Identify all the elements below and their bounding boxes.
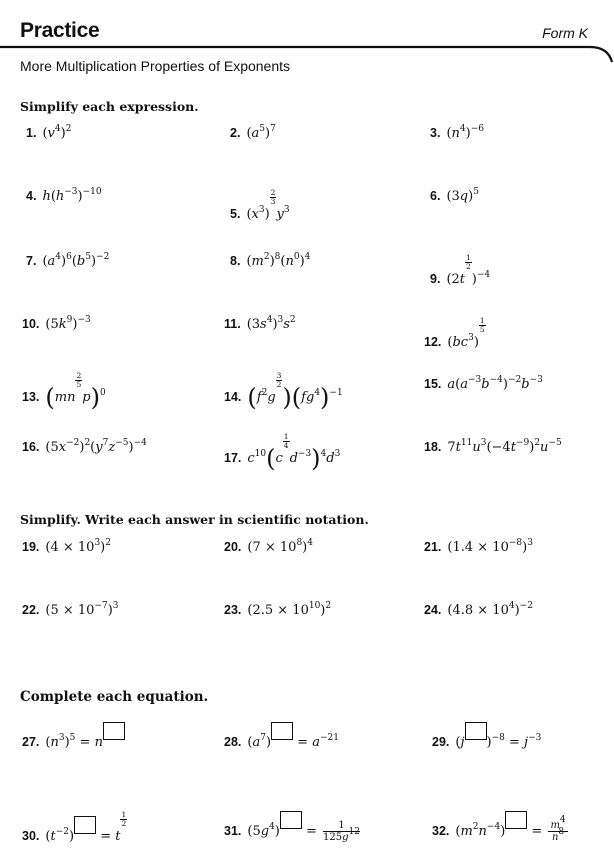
- section-simplify: Simplify each expression.: [20, 99, 199, 114]
- problem-10: 10. $(5k^9)^{-3}$: [22, 315, 91, 332]
- page-title: Practice: [20, 19, 100, 42]
- problem-2: 2. $(a^5)^7$: [230, 124, 276, 141]
- problem-13: 13. (mn $\frac{2}{5}$ p)$^0$: [22, 371, 106, 412]
- problem-11: 11. $(3s^4)^3s^2$: [224, 315, 296, 332]
- problem-29: 29. (j )$^{-8} = j^{-3}$: [432, 722, 541, 750]
- answer-box[interactable]: [280, 811, 302, 829]
- problem-12: 12. $(bc^3)$ $\frac{1}{5}$: [424, 316, 485, 350]
- problem-3: 3. $(n^4)^{-6}$: [430, 124, 484, 141]
- problem-18: 18. $7t^{11}u^3(-4t^{-9})^2u^{-5}$: [424, 438, 562, 455]
- problem-24: 24. $(4.8 \times 10^4)^{-2}$: [424, 601, 533, 618]
- problem-6: 6. $(3q)^5$: [430, 187, 479, 204]
- answer-box[interactable]: [74, 816, 96, 834]
- problem-16: 16. $(5x^{-2})^2(y^7z^{-5})^{-4}$: [22, 438, 147, 455]
- section-scientific: Simplify. Write each answer in scientific notation.: [20, 512, 369, 527]
- problem-32: 32. $(m^2n^{-4})$ = $\frac{m^4}{n^8}$: [432, 811, 570, 843]
- problem-14: 14. ($f^2g$ $\frac{3}{2}$ )$(fg^4)^{-1}$: [224, 371, 343, 412]
- problem-23: 23. $(2.5 \times 10^{10})^2$: [224, 601, 332, 618]
- problem-27: 27. $(n^3)^5 = n$: [22, 722, 125, 750]
- problem-22: 22. $(5 \times 10^{-7})^3$: [22, 601, 119, 618]
- form-label: Form K: [542, 25, 588, 41]
- problem-8: 8. $(m^2)^8(n^0)^4$: [230, 252, 311, 269]
- problem-1: 1. $(v^4)^2$: [26, 124, 72, 141]
- problem-4: 4. $h(h^{-3})^{-10}$: [26, 187, 102, 204]
- problem-7: 7. $(a^4)^6(b^5)^{-2}$: [26, 252, 110, 269]
- problem-15: 15. $a(a^{-3}b^{-4})^{-2}b^{-3}$: [424, 375, 543, 392]
- problem-30: 30. $(t^{-2}) = t$ $\frac{1}{2}$: [22, 810, 127, 844]
- problem-5: 5. $(x^3)$ $\frac{2}{3}$ $y^3$: [230, 188, 290, 222]
- answer-box[interactable]: [271, 722, 293, 740]
- worksheet-subtitle: More Multiplication Properties of Exponents: [20, 58, 291, 74]
- problem-21: 21. $(1.4 \times 10^{-8})^3$: [424, 538, 533, 555]
- problem-20: 20. $(7 \times 10^8)^4$: [224, 538, 313, 555]
- problem-9: 9. (2t $\frac{1}{2}$ )$^{-4}$: [430, 253, 491, 287]
- problem-17: 17. $c^{10}(c$ $\frac{1}{4}$ $d^{-3})^4d^3$: [224, 432, 341, 473]
- section-complete: Complete each equation.: [20, 689, 209, 705]
- problem-28: 28. $(a^7) = a^{-21}$: [224, 722, 339, 750]
- answer-box[interactable]: [505, 811, 527, 829]
- problem-19: 19. $(4 \times 10^3)^2$: [22, 538, 111, 555]
- answer-box[interactable]: [103, 722, 125, 740]
- answer-box[interactable]: [465, 722, 487, 740]
- problem-31: 31. $(5g^4)$ = $\frac{1}{125g^{12}}$: [224, 811, 362, 843]
